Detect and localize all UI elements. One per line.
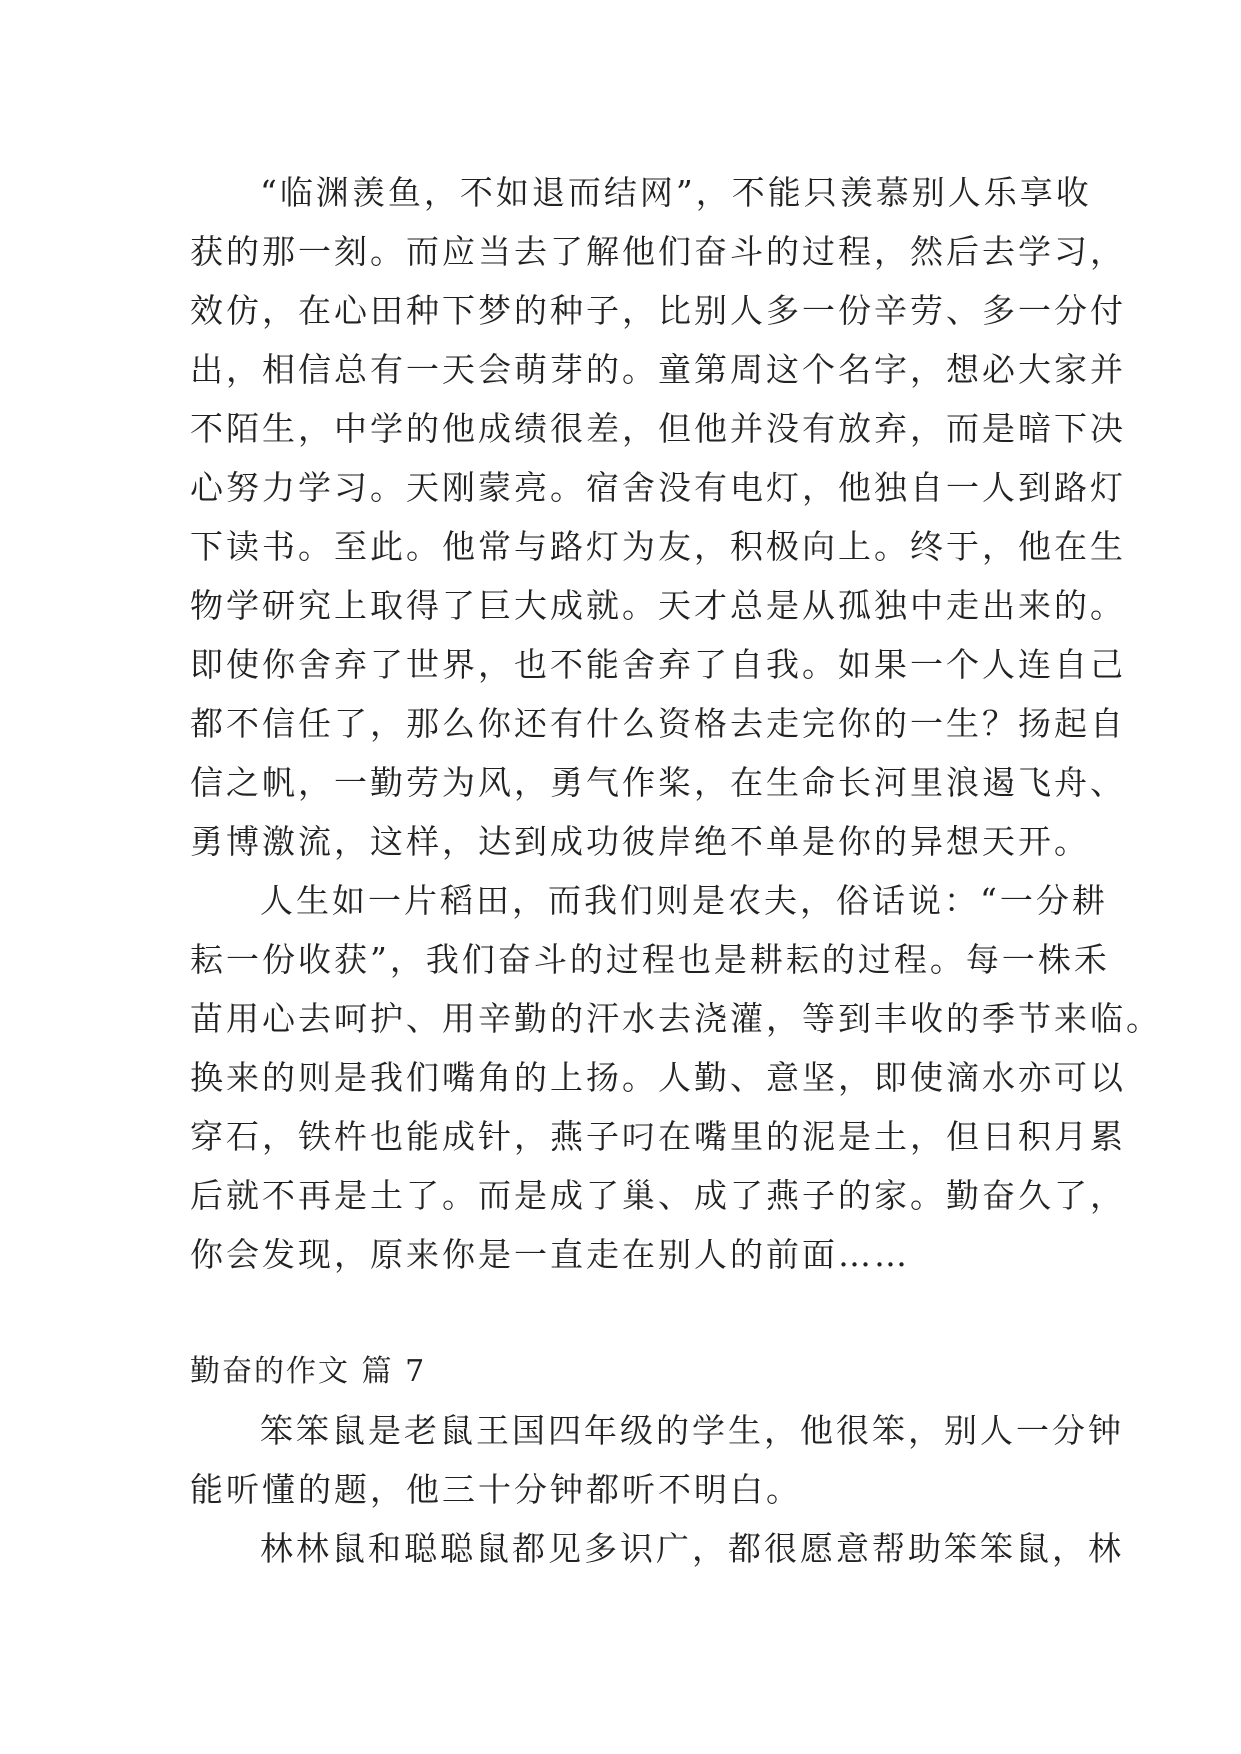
section-spacer [190,1284,1060,1342]
text-line: 林林鼠和聪聪鼠都见多识广，都很愿意帮助笨笨鼠，林 [260,1529,1124,1568]
text-line: 勇博激流，这样，达到成功彼岸绝不单是你的异想天开。 [190,822,1090,861]
text-line: 即使你舍弃了世界，也不能舍弃了自我。如果一个人连自己 [190,645,1126,684]
text-line: 能听懂的题，他三十分钟都听不明白。 [190,1470,802,1509]
text-line: 都不信任了，那么你还有什么资格去走完你的一生？扬起自 [190,704,1126,743]
text-line: 耘一份收获”，我们奋斗的过程也是耕耘的过程。每一株禾 [190,940,1110,979]
paragraph-4 [190,1519,1124,1578]
text-line: 心努力学习。天刚蒙亮。宿舍没有电灯，他独自一人到路灯 [190,468,1126,507]
text-line: 效仿，在心田种下梦的种子，比别人多一份辛劳、多一分付 [190,291,1126,330]
text-line: “临渊羡鱼，不如退而结网”，不能只羡慕别人乐享收 [260,173,1092,212]
text-line: 苗用心去呵护、用辛勤的汗水去浇灌，等到丰收的季节来临。 [190,999,1162,1038]
paragraph-2 [190,871,1162,1284]
text-line: 信之帆，一勤劳为风，勇气作桨，在生命长河里浪遏飞舟、 [190,763,1126,802]
text-line: 出，相信总有一天会萌芽的。童第周这个名字，想必大家并 [190,350,1126,389]
text-line: 人生如一片稻田，而我们则是农夫，俗话说：“一分耕 [260,881,1108,920]
text-line: 物学研究上取得了巨大成就。天才总是从孤独中走出来的。 [190,586,1126,625]
text-line: 笨笨鼠是老鼠王国四年级的学生，他很笨，别人一分钟 [260,1411,1124,1450]
text-line: 穿石，铁杵也能成针，燕子叼在嘴里的泥是土，但日积月累 [190,1117,1126,1156]
text-line: 后就不再是土了。而是成了巢、成了燕子的家。勤奋久了， [190,1176,1126,1215]
paragraph-1 [190,163,1126,871]
text-line: 换来的则是我们嘴角的上扬。人勤、意坚，即使滴水亦可以 [190,1058,1126,1097]
document-body [190,163,1162,1578]
text-line: 不陌生，中学的他成绩很差，但他并没有放弃，而是暗下决 [190,409,1126,448]
section-heading: 勤奋的作文 篇 7 [190,1354,427,1389]
paragraph-3 [190,1401,1124,1519]
text-line: 下读书。至此。他常与路灯为友，积极向上。终于，他在生 [190,527,1126,566]
text-line: 获的那一刻。而应当去了解他们奋斗的过程，然后去学习， [190,232,1126,271]
text-line: 你会发现，原来你是一直走在别人的前面…… [190,1235,910,1274]
